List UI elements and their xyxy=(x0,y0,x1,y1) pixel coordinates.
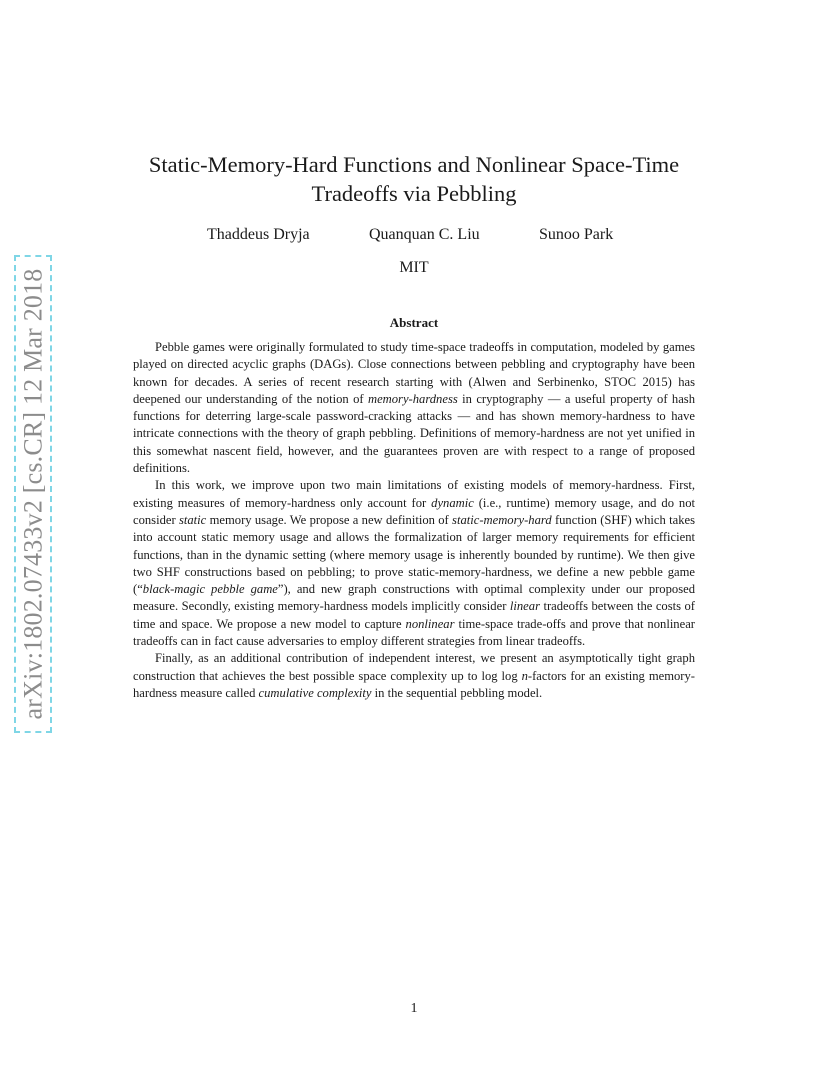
text-run: in the sequential pebbling model. xyxy=(371,685,543,700)
author-list xyxy=(0,226,828,248)
text-run: in cryptography — a useful property of hash functions for deterring large-scale password-cracking attacks — and has shown memory-hardness to have intricate connections with the theory of graph pebbling. Definitions of memory-hardness are not yet unified in this somewhat nascent field, however, and the guarantees proven are with respect to a range of proposed definitions. xyxy=(133,391,696,476)
abstract-paragraph-3 xyxy=(133,650,695,702)
author-name: Thaddeus Dryja xyxy=(207,226,310,243)
text-run: (i.e., runtime) memory usage, and do not consider xyxy=(133,495,696,527)
text-run: tradeoffs between the costs of time and space. We propose a new model to capture xyxy=(133,599,695,631)
emphasis-run: cumulative complexity xyxy=(258,685,372,700)
abstract-heading: Abstract xyxy=(389,315,439,330)
page-number: 1 xyxy=(410,1001,418,1016)
abstract-paragraph-1 xyxy=(133,339,695,477)
arxiv-identifier: arXiv:1802.07433v2 [cs.CR] 12 Mar 2018 xyxy=(18,268,47,720)
emphasis-run: static xyxy=(178,512,207,527)
affiliation: MIT xyxy=(399,259,429,276)
emphasis-run: nonlinear xyxy=(405,616,455,631)
paper-title: Static-Memory-Hard Functions and Nonlinear Space-Time Tradeoffs via Pebbling xyxy=(148,152,680,206)
text-run: time-space trade-offs and prove that nonlinear tradeoffs can in fact cause adversaries to employ different strategies from linear tradeoffs. xyxy=(133,616,695,649)
abstract-paragraph-2 xyxy=(133,477,695,650)
author-name: Sunoo Park xyxy=(539,226,614,243)
text-run: function (SHF) which takes into account static memory usage and allows the formalization of larger memory requirements for efficient functions, than in the dynamic setting (where memory usage is inherently bounded by runtime). We then give two SHF constructions based on pebbling; to prove static-memory-hardness, we define a new pebble game (“ xyxy=(133,512,695,597)
emphasis-run: black-magic pebble game xyxy=(142,582,278,597)
text-run: Finally, as an additional contribution of independent interest, we present an asymptotically tight graph construction that achieves the best possible space complexity up to log log xyxy=(133,651,695,683)
emphasis-run: dynamic xyxy=(431,495,474,510)
abstract-body xyxy=(133,339,695,702)
emphasis-run: static-memory-hard xyxy=(452,512,552,527)
author-name: Quanquan C. Liu xyxy=(369,226,480,243)
emphasis-run: memory-hardness xyxy=(367,391,458,406)
text-run: ”), and new graph constructions with optimal complexity under our proposed measure. Secondly, existing memory-hardness models implicitly consider xyxy=(133,582,695,614)
text-run: Pebble games were originally formulated to study time-space tradeoffs in computation, modeled by games played on directed acyclic graphs (DAGs). Close connections between pebbling and cryptography have been known for decades. A series of recent research starting with (Alwen and Serbinenko, STOC 2015) has deepened our understanding of the notion of xyxy=(133,340,695,406)
text-run: memory usage. We propose a new definition of xyxy=(206,512,453,527)
emphasis-run: linear xyxy=(509,599,540,614)
text-run: -factors for an existing memory-hardness measure called xyxy=(133,668,695,700)
text-run: In this work, we improve upon two main limitations of existing models of memory-hardness. First, existing measures of memory-hardness only account for xyxy=(133,478,695,510)
math-variable: n xyxy=(521,668,528,683)
